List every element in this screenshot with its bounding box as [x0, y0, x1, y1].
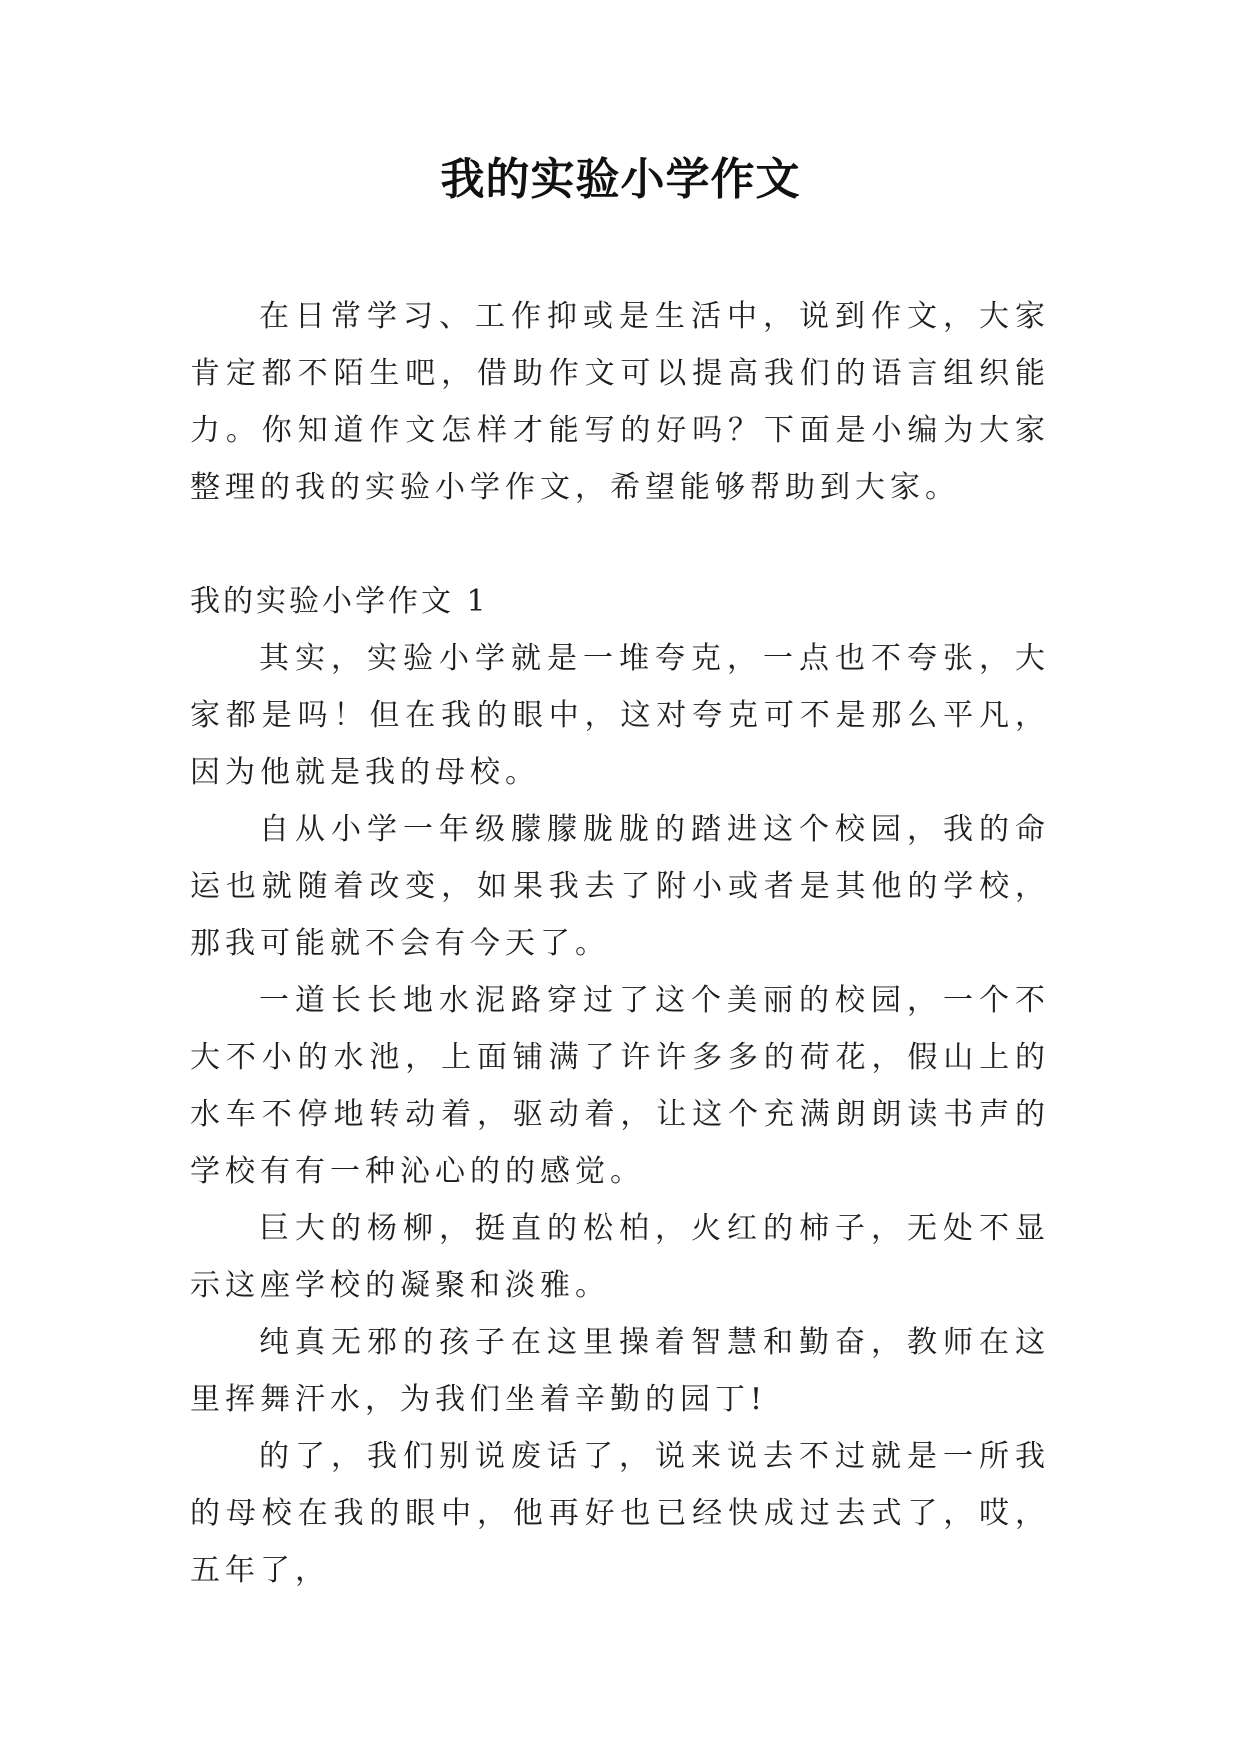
document-body [190, 288, 1050, 1599]
body-paragraph: 纯真无邪的孩子在这里操着智慧和勤奋，教师在这里挥舞汗水，为我们坐着辛勤的园丁! [190, 1325, 1050, 1417]
body-paragraph: 其实，实验小学就是一堆夸克，一点也不夸张，大家都是吗！但在我的眼中，这对夸克可不是那么平凡，因为他就是我的母校。 [190, 641, 1050, 790]
body-paragraph: 自从小学一年级朦朦胧胧的踏进这个校园，我的命运也就随着改变，如果我去了附小或者是其他的学校，那我可能就不会有今天了。 [190, 812, 1050, 961]
intro-paragraph: 在日常学习、工作抑或是生活中，说到作文，大家肯定都不陌生吧，借助作文可以提高我们的语言组织能力。你知道作文怎样才能写的好吗？下面是小编为大家整理的我的实验小学作文，希望能够帮助到大家。 [190, 299, 1050, 505]
body-paragraph: 一道长长地水泥路穿过了这个美丽的校园，一个不大不小的水池，上面铺满了许许多多的荷花，假山上的水车不停地转动着，驱动着，让这个充满朗朗读书声的学校有有一种沁心的的感觉。 [190, 983, 1050, 1189]
body-paragraph: 巨大的杨柳，挺直的松柏，火红的柿子，无处不显示这座学校的凝聚和淡雅。 [190, 1211, 1050, 1303]
document-title: 我的实验小学作文 [440, 154, 801, 205]
body-paragraph: 的了，我们别说废话了，说来说去不过就是一所我的母校在我的眼中，他再好也已经快成过去式了，哎，五年了， [190, 1439, 1050, 1588]
section-heading: 我的实验小学作文 1 [190, 584, 489, 619]
